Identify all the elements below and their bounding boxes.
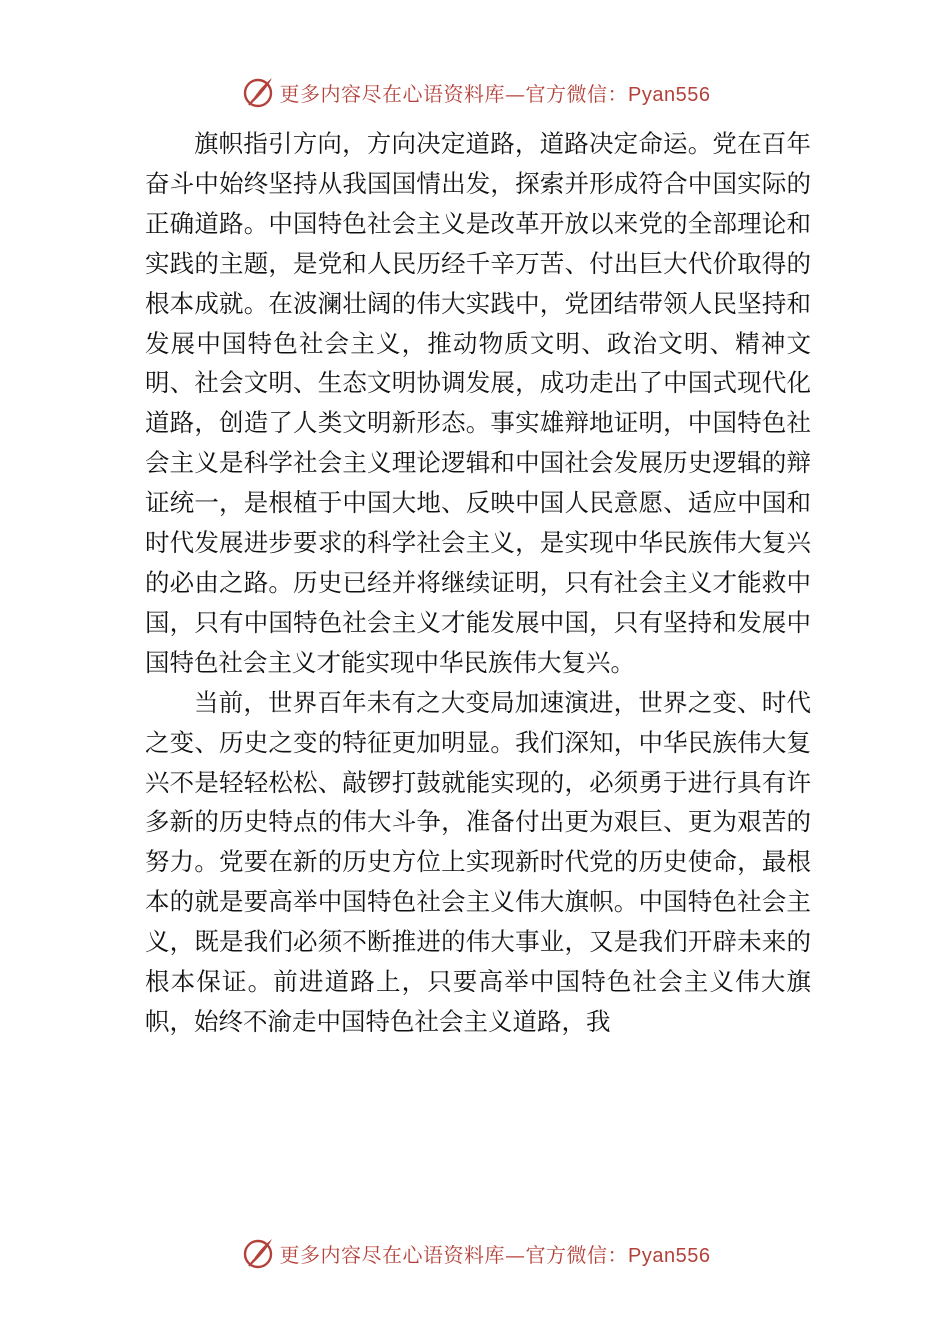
document-body xyxy=(145,124,811,1042)
header-banner-text: 更多内容尽在心语资料库—官方微信：Pyan556 xyxy=(279,81,711,106)
paragraph-2: 当前，世界百年未有之大变局加速演进，世界之变、时代之变、历史之变的特征更加明显。我们深知，中华民族伟大复兴不是轻轻松松、敲锣打鼓就能实现的，必须勇于进行具有许多新的历史特点的伟大斗争，准备付出更为艰巨、更为艰苦的努力。党要在新的历史方位上实现新时代党的历史使命，最根本的就是要高举中国特色社会主义伟大旗帜。中国特色社会主义，既是我们必须不断推进的伟大事业，又是我们开辟未来的根本保证。前进道路上，只要高举中国特色社会主义伟大旗帜，始终不渝走中国特色社会主义道路，我 xyxy=(145,687,811,1036)
header-banner xyxy=(0,70,950,114)
pen-feather-logo-icon xyxy=(240,1235,276,1271)
footer-wechat-id: Pyan556 xyxy=(628,1244,711,1267)
footer-banner xyxy=(0,1231,950,1275)
pen-feather-logo-icon xyxy=(240,74,276,110)
header-wechat-id: Pyan556 xyxy=(628,83,711,106)
paragraph-1: 旗帜指引方向，方向决定道路，道路决定命运。党在百年奋斗中始终坚持从我国国情出发，探索并形成符合中国实际的正确道路。中国特色社会主义是改革开放以来党的全部理论和实践的主题，是党和人民历经千辛万苦、付出巨大代价取得的根本成就。在波澜壮阔的伟大实践中，党团结带领人民坚持和发展中国特色社会主义，推动物质文明、政治文明、精神文明、社会文明、生态文明协调发展，成功走出了中国式现代化道路，创造了人类文明新形态。事实雄辩地证明，中国特色社会主义是科学社会主义理论逻辑和中国社会发展历史逻辑的辩证统一，是根植于中国大地、反映中国人民意愿、适应中国和时代发展进步要求的科学社会主义，是实现中华民族伟大复兴的必由之路。历史已经并将继续证明，只有社会主义才能救中国，只有中国特色社会主义才能发展中国，只有坚持和发展中国特色社会主义才能实现中华民族伟大复兴。 xyxy=(145,129,811,677)
footer-banner-text: 更多内容尽在心语资料库—官方微信：Pyan556 xyxy=(279,1242,711,1267)
